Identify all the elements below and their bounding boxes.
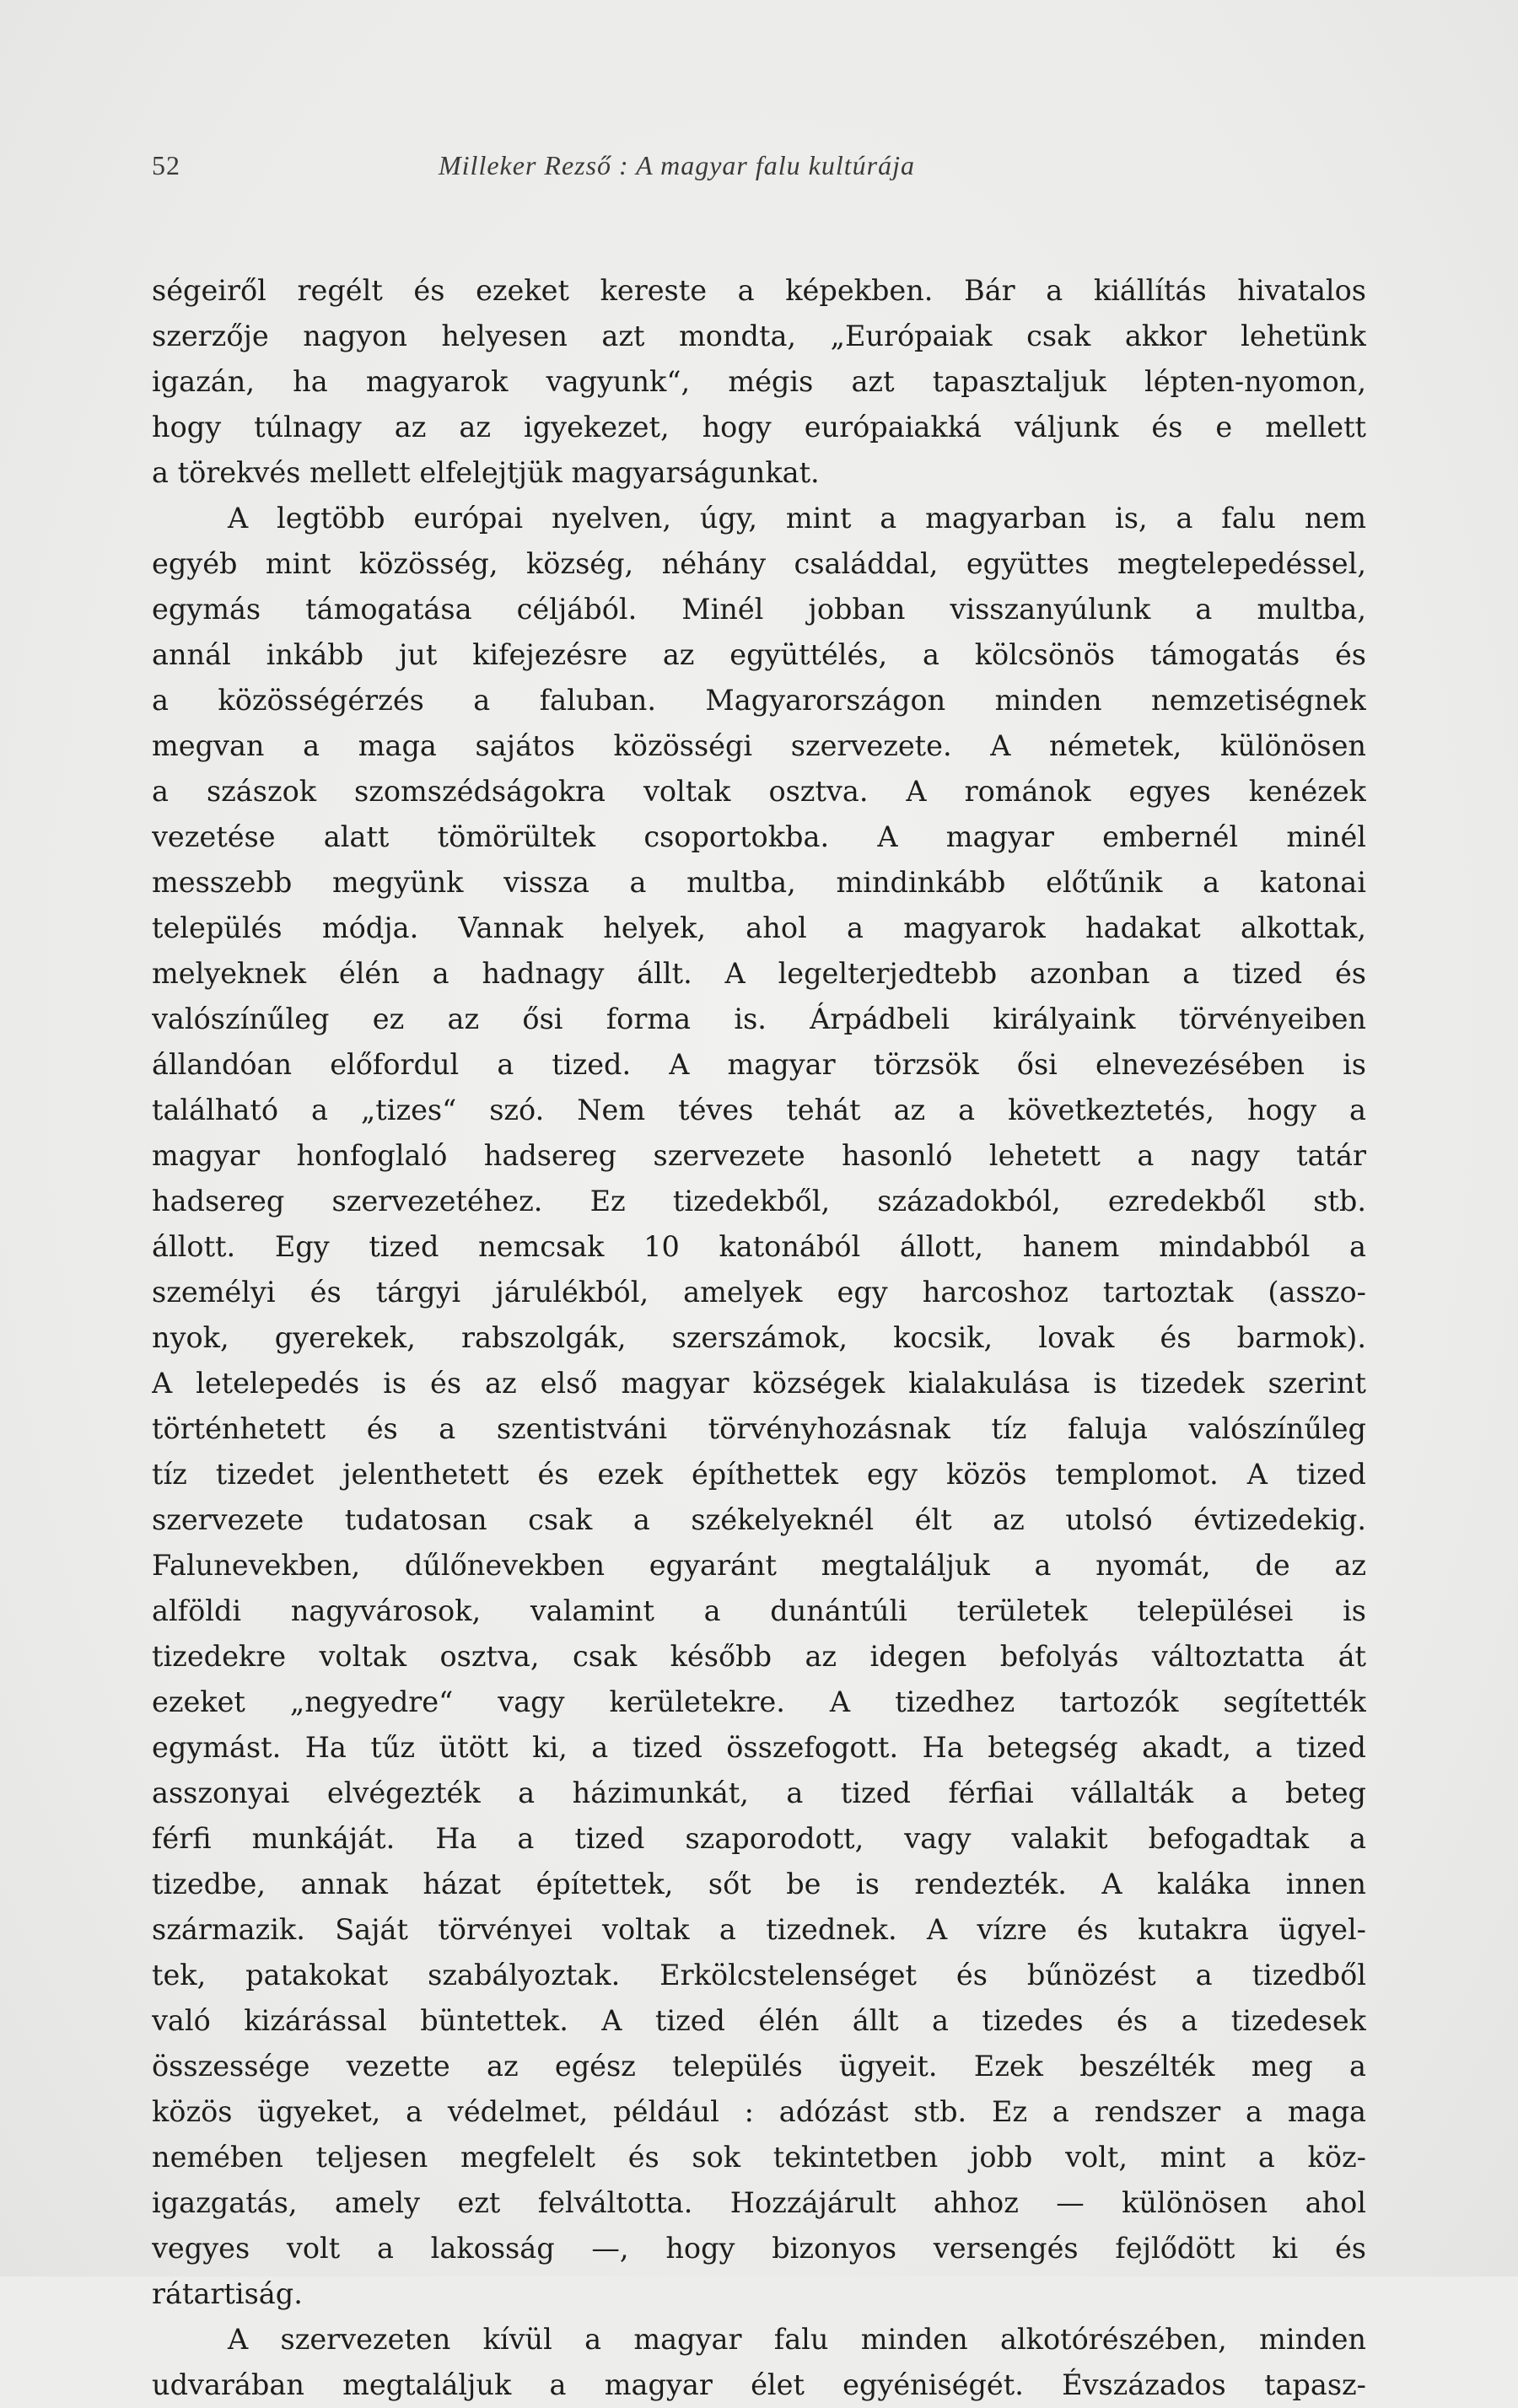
text-line: vegyes volt a lakosság —, hogy bizonyos versengés fejlődött ki és [152, 2232, 1366, 2265]
text-line: tek, patakokat szabályoztak. Erkölcstelenséget és bűnözést a tizedből [152, 1959, 1366, 1991]
page-number: 52 [152, 150, 180, 180]
text-line: melyeknek élén a hadnagy állt. A legelterjedtebb azonban a tized és [152, 957, 1366, 990]
text-line: szerzője nagyon helyesen azt mondta, „Európaiak csak akkor lehetünk [152, 320, 1366, 352]
text-line: ségeiről regélt és ezeket kereste a képekben. Bár a kiállítás hivatalos [152, 274, 1366, 307]
text-line: egymást. Ha tűz ütött ki, a tized összefogott. Ha betegség akadt, a tized [152, 1731, 1366, 1764]
text-line: messzebb megyünk vissza a multba, mindinkább előtűnik a katonai [152, 866, 1366, 899]
text-line: udvarában megtaláljuk a magyar élet egyéniségét. Évszázados tapasz- [152, 2368, 1366, 2401]
text-line: ezeket „negyedre“ vagy kerületekre. A tizedhez tartozók segítették [152, 1685, 1366, 1718]
text-line: tíz tizedet jelenthetett és ezek építhettek egy közös templomot. A tized [152, 1458, 1366, 1491]
text-line: található a „tizes“ szó. Nem téves tehát az a következtetés, hogy a [152, 1094, 1366, 1126]
text-line: hogy túlnagy az az igyekezet, hogy európaiakká váljunk és e mellett [152, 411, 1366, 443]
text-line: A szervezeten kívül a magyar falu minden alkotórészében, minden [228, 2323, 1366, 2356]
text-line: szervezete tudatosan csak a székelyeknél élt az utolsó évtizedekig. [152, 1503, 1366, 1536]
text-line: személyi és tárgyi járulékból, amelyek egy harcoshoz tartoztak (asszo- [152, 1276, 1366, 1309]
text-line: férfi munkáját. Ha a tized szaporodott, vagy valakit befogadtak a [152, 1822, 1366, 1855]
text-line: állott. Egy tized nemcsak 10 katonából állott, hanem mindabból a [152, 1230, 1366, 1263]
text-line: annál inkább jut kifejezésre az együttélés, a kölcsönös támogatás és [152, 638, 1366, 671]
text-line: igazgatás, amely ezt felváltotta. Hozzájárult ahhoz — különösen ahol [152, 2186, 1366, 2219]
text-line: tizedekre voltak osztva, csak később az idegen befolyás változtatta át [152, 1640, 1366, 1673]
text-line: állandóan előfordul a tized. A magyar törzsök ősi elnevezésében is [152, 1048, 1366, 1081]
text-line: a szászok szomszédságokra voltak osztva. A románok egyes kenézek [152, 775, 1366, 808]
text-line: közös ügyeket, a védelmet, például : adózást stb. Ez a rendszer a maga [152, 2095, 1366, 2128]
text-line: A letelepedés is és az első magyar községek kialakulása is tizedek szerint [152, 1367, 1366, 1400]
text-line: a közösségérzés a faluban. Magyarországon minden nemzetiségnek [152, 684, 1366, 717]
text-line: egyéb mint közösség, község, néhány családdal, együttes megtelepedéssel, [152, 547, 1366, 580]
text-line: tizedbe, annak házat építettek, sőt be is rendezték. A kaláka innen [152, 1868, 1366, 1900]
text-line: igazán, ha magyarok vagyunk“, mégis azt tapasztaljuk lépten-nyomon, [152, 365, 1366, 398]
text-line: asszonyai elvégezték a házimunkát, a tized férfiai vállalták a beteg [152, 1776, 1366, 1809]
text-line: vezetése alatt tömörültek csoportokba. A magyar embernél minél [152, 820, 1366, 853]
body-text [152, 268, 1366, 2408]
text-line: Falunevekben, dűlőnevekben egyaránt megtaláljuk a nyomát, de az [152, 1549, 1366, 1582]
text-line: nyok, gyerekek, rabszolgák, szerszámok, kocsik, lovak és barmok). [152, 1321, 1366, 1354]
text-line: származik. Saját törvényei voltak a tizednek. A vízre és kutakra ügyel- [152, 1913, 1366, 1946]
text-line: alföldi nagyvárosok, valamint a dunántúli területek települései is [152, 1594, 1366, 1627]
text-line: a törekvés mellett elfelejtjük magyarságunkat. [152, 456, 820, 489]
text-line: valószínűleg ez az ősi forma is. Árpádbeli királyaink törvényeiben [152, 1002, 1366, 1035]
text-line: hadsereg szervezetéhez. Ez tizedekből, századokból, ezredekből stb. [152, 1185, 1366, 1217]
text-line: egymás támogatása céljából. Minél jobban visszanyúlunk a multba, [152, 593, 1366, 626]
text-line: A legtöbb európai nyelven, úgy, mint a magyarban is, a falu nem [228, 502, 1366, 535]
text-line: történhetett és a szentistváni törvényhozásnak tíz faluja valószínűleg [152, 1412, 1366, 1445]
text-line: rátartiság. [152, 2277, 303, 2310]
running-head [152, 145, 1366, 187]
running-title: Milleker Rezső : A magyar falu kultúrája [439, 150, 915, 180]
text-line: magyar honfoglaló hadsereg szervezete hasonló lehetett a nagy tatár [152, 1139, 1366, 1172]
text-line: nemében teljesen megfelelt és sok tekintetben jobb volt, mint a köz- [152, 2141, 1366, 2174]
text-line: település módja. Vannak helyek, ahol a magyarok hadakat alkottak, [152, 911, 1366, 944]
text-line: összessége vezette az egész település ügyeit. Ezek beszélték meg a [152, 2050, 1366, 2083]
text-line: való kizárással büntettek. A tized élén állt a tizedes és a tizedesek [152, 2004, 1366, 2037]
text-line: megvan a maga sajátos közösségi szervezete. A németek, különösen [152, 729, 1366, 762]
